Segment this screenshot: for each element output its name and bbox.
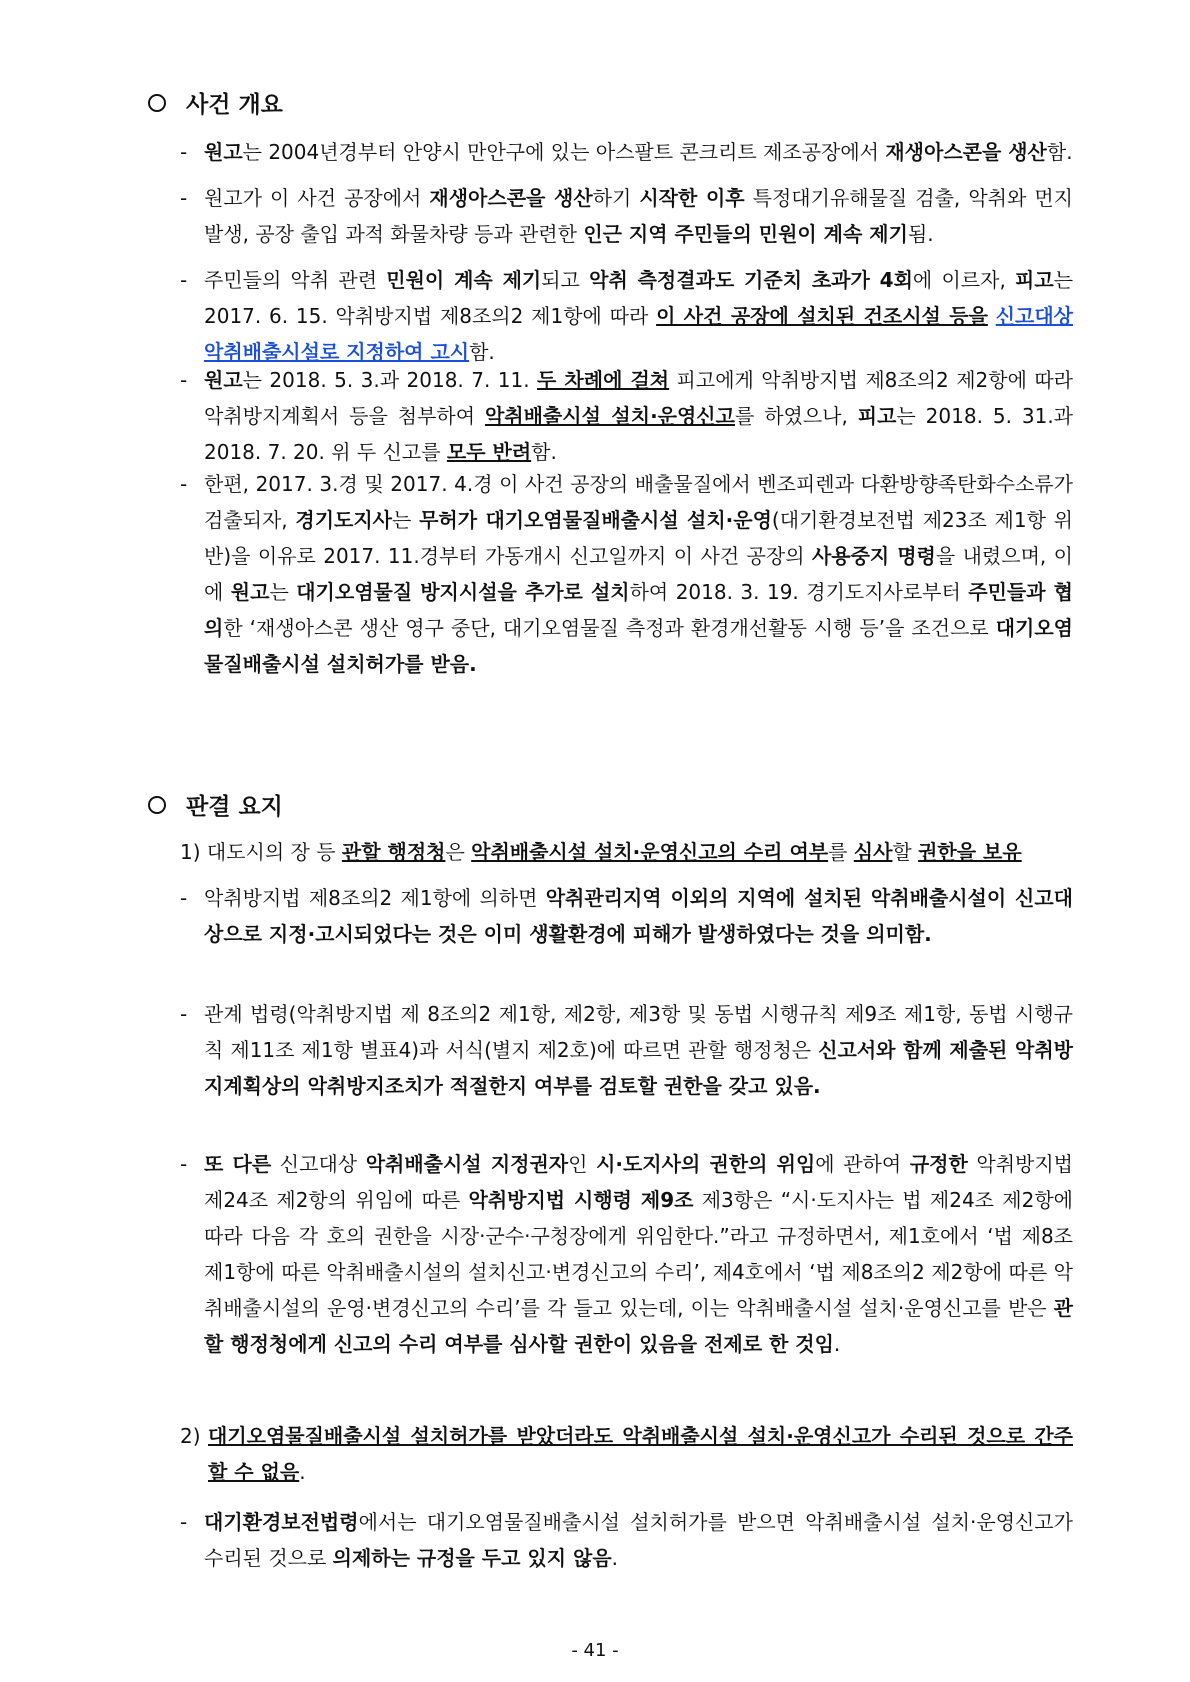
text-run: 피고 (857, 404, 897, 428)
list-item: - 또 다른 신고대상 악취배출시설 지정권자인 시·도지사의 권한의 위임에 관하여 규정한 악취방지법 제24조 제2항의 위임에 따른 악취방지법 시행령 제9조 제3항은 “시·도지사는 법 제24조 제2항에 따라 다음 각 호의 권한을 시장·군수·구청장에게 위임한다.”라고 규정하면서, 제1호에서 ‘법 제8조 제1항에 따른 악취배출시설의 설치신고·변경신고의 수리’, 제4호에서 ‘법 제8조의2 제2항에 따른 악취배출시설의 운영·변경신고의 수리’를 각 들고 있는데, 이는 악취배출시설 설치·운영신고를 받은 관할 행정청에게 신고의 수리 여부를 심사할 권한이 있음을 전제로 한 것임. (180, 1146, 1073, 1362)
text-run: 되고 (541, 268, 590, 292)
point-number: 2) (180, 1424, 201, 1448)
text-run: 신고서와 함께 제출된 악취방지계획상의 악취방지조치가 적절한지 여부를 검토할 권한을 갖고 있음. (204, 1038, 1073, 1098)
text-run: 할 (892, 840, 919, 864)
text-run: 규정한 (909, 1152, 968, 1176)
text-run: 한편, 2017. 3.경 및 2017. 4.경 이 사건 공장의 배출물질에서 벤조피렌과 다환방향족탄화수소류가 검출되자, (204, 472, 1073, 532)
text-run: 심사 (853, 840, 893, 864)
point-heading (180, 834, 1073, 870)
text-run: 악취관리지역 이외의 지역에 설치된 악취배출시설이 신고대상으로 지정·고시되었다는 것은 이미 생활환경에 피해가 발생하였다는 것을 의미함. (204, 886, 1073, 946)
point-heading (208, 1418, 1073, 1490)
text-run: (대기환경보전법 제23조 제1항 위반)을 이유로 2017. 11.경부터 가동개시 신고일까지 이 사건 공장의 (204, 508, 1073, 568)
text-run: 에 관하여 (815, 1152, 910, 1176)
text-run: 을 내렸으며, 이에 (204, 544, 1073, 604)
text-run: 신고대상 (271, 1152, 366, 1176)
text-run: 특정대기유해물질 검출, 악취와 먼지 발생, 공장 출입 과적 화물차량 등과 관련한 (204, 186, 1073, 246)
list-item: - 관계 법령(악취방지법 제 8조의2 제1항, 제2항, 제3항 및 동법 시행규칙 제9조 제1항, 동법 시행규칙 제11조 제1항 별표4)과 서식(별지 제2호)에 따르면 관할 행정청은 신고서와 함께 제출된 악취방지계획상의 악취방지조치가 적절한지 여부를 검토할 권한을 갖고 있음. (180, 996, 1073, 1104)
text-run: 원고가 이 사건 공장에서 (204, 186, 430, 210)
text-run: 한 ‘재생아스콘 생산 영구 중단, 대기오염물질 측정과 환경개선활동 시행 등’을 조건으로 (223, 616, 996, 640)
text-run: 대기오염물질 방지시설을 추가로 설치 (296, 580, 630, 604)
text-run: 제3항은 “시·도지사는 법 제24조 제2항에 따라 다음 각 호의 권한을 시장·군수·구청장에게 위임한다.”라고 규정하면서, 제1호에서 ‘법 제8조 제1항에 따른 악취배출시설의 설치신고·변경신고의 수리’, 제4호에서 ‘법 제8조의2 제2항에 따른 악취배출시설의 운영·변경신고의 수리’를 각 들고 있는데, 이는 악취배출시설 설치·운영신고를 받은 (204, 1188, 1073, 1320)
text-run: 대기환경보전법령 (204, 1510, 359, 1534)
text-run: 피고에게 악취방지법 제8조의2 제2항에 따라 악취방지계획서 등을 첨부하여 (204, 368, 1073, 428)
text-run: . (611, 1546, 619, 1570)
text-run: 를 하였으나, (734, 404, 858, 428)
text-run: 악취방지법 제8조의2 제1항에 의하면 (204, 886, 546, 910)
list-item: - 악취방지법 제8조의2 제1항에 의하면 악취관리지역 이외의 지역에 설치된 악취배출시설이 신고대상으로 지정·고시되었다는 것은 이미 생활환경에 피해가 발생하였다는 것을 의미함. (180, 880, 1073, 952)
text-run: 악취방지법 시행령 제9조 (468, 1188, 694, 1212)
text-run: 시작한 이후 (639, 186, 745, 210)
text-run: 됨. (907, 222, 934, 246)
text-run: 민원이 계속 제기 (386, 268, 542, 292)
text-run: 인 (568, 1152, 597, 1176)
text-run: 악취방지법 제24조 제2항의 위임에 따른 (204, 1152, 1073, 1212)
list-item: - 원고가 이 사건 공장에서 재생아스콘을 생산하기 시작한 이후 특정대기유해물질 검출, 악취와 먼지 발생, 공장 출입 과적 화물차량 등과 관련한 인근 지역 주민들의 민원이 계속 제기됨. (180, 180, 1073, 252)
paragraph (204, 134, 1073, 170)
text-run: 원고 (204, 368, 243, 392)
text-run: 는 (269, 580, 297, 604)
text-run: 는 2018. 5. 31.과 2018. 7. 20. 위 두 신고를 (204, 404, 1074, 464)
section-heading-case-overview (148, 86, 283, 119)
list-item: - 원고는 2004년경부터 안양시 만안구에 있는 아스팔트 콘크리트 제조공장에서 재생아스콘을 생산함. (180, 134, 1073, 170)
text-run: 하기 (592, 186, 640, 210)
text-run: 원고 (204, 140, 243, 164)
text-run: 주민들과 협의 (204, 580, 1073, 640)
text-run: 하여 2018. 3. 19. 경기도지사로부터 (629, 580, 969, 604)
text-run: 에 이르자, (912, 268, 1016, 292)
page-number: - 41 - (571, 1640, 619, 1661)
text-run: 함. (469, 340, 495, 364)
text-run: 은 (445, 840, 472, 864)
text-run: 신고대상 악취배출시설로 지정하여 고시 (204, 304, 1073, 364)
paragraph (204, 996, 1073, 1104)
text-run: . (299, 1460, 306, 1484)
paragraph (204, 262, 1073, 370)
section-title: 사건 개요 (186, 92, 283, 118)
text-run: 이 사건 공장에 설치된 건조시설 등을 (656, 304, 988, 328)
text-run: 원고 (230, 580, 270, 604)
text-run: 시·도지사의 권한의 위임 (596, 1152, 816, 1176)
paragraph (204, 180, 1073, 252)
text-run: 권한을 보유 (918, 840, 1022, 864)
text-run: 는 (392, 508, 420, 532)
text-run: 악취배출시설 지정권자 (365, 1152, 569, 1176)
paragraph (204, 880, 1073, 952)
text-run: 주민들의 악취 관련 (204, 268, 387, 292)
text-run: . (833, 1332, 841, 1356)
text-run: 를 (828, 840, 854, 864)
text-run: 의제하는 규정을 두고 있지 않음 (332, 1546, 612, 1570)
text-run: 대기오염물질배출시설 설치허가를 받음. (204, 616, 1073, 676)
section-title: 판결 요지 (186, 794, 283, 820)
text-run: 피고 (1015, 268, 1054, 292)
text-run: 함. (531, 440, 557, 464)
text-run: 는 2004년경부터 안양시 만안구에 있는 아스팔트 콘크리트 제조공장에서 (242, 140, 886, 164)
numbered-point (180, 834, 1073, 870)
text-run: 관할 행정청에게 신고의 수리 여부를 심사할 권한이 있음을 전제로 한 것임 (204, 1296, 1073, 1356)
numbered-point (180, 1418, 1073, 1490)
text-run: 관계 법령(악취방지법 제 8조의2 제1항, 제2항, 제3항 및 동법 시행규칙 제9조 제1항, 동법 시행규칙 제11조 제1항 별표4)과 서식(별지 제2호)에 따르면 관할 행정청은 (204, 1002, 1073, 1062)
text-run: 는 2017. 6. 15. 악취방지법 제8조의2 제1항에 따라 (204, 268, 1074, 328)
text-run: 재생아스콘을 생산 (885, 140, 1047, 164)
list-item: - 원고는 2018. 5. 3.과 2018. 7. 11. 두 차례에 걸쳐 피고에게 악취방지법 제8조의2 제2항에 따라 악취방지계획서 등을 첨부하여 악취배출시설 설치·운영신고를 하였으나, 피고는 2018. 5. 31.과 2018. 7. 20. 위 두 신고를 모두 반려함. (180, 362, 1073, 470)
paragraph (204, 1146, 1073, 1362)
text-run: 1) 대도시의 장 등 (180, 840, 342, 864)
circle-bullet-icon (148, 796, 166, 814)
paragraph (204, 362, 1073, 470)
circle-bullet-icon (148, 94, 166, 112)
text-run: 또 다른 (204, 1152, 272, 1176)
text-run: 악취 측정결과도 기준치 초과가 4회 (589, 268, 913, 292)
list-item: - 대기환경보전법령에서는 대기오염물질배출시설 설치허가를 받으면 악취배출시설 설치·운영신고가 수리된 것으로 의제하는 규정을 두고 있지 않음. (180, 1504, 1073, 1576)
list-item: - 주민들의 악취 관련 민원이 계속 제기되고 악취 측정결과도 기준치 초과가 4회에 이르자, 피고는 2017. 6. 15. 악취방지법 제8조의2 제1항에 따라 이 사건 공장에 설치된 건조시설 등을 신고대상 악취배출시설로 지정하여 고시함. (180, 262, 1073, 370)
text-run: 관할 행정청 (341, 840, 446, 864)
text-run (988, 304, 996, 328)
text-run: 경기도지사 (295, 508, 393, 532)
text-run: 함. (1046, 140, 1073, 164)
text-run: 악취배출시설 설치·운영신고 (484, 404, 735, 428)
text-run: 모두 반려 (446, 440, 532, 464)
text-run: 에서는 대기오염물질배출시설 설치허가를 받으면 악취배출시설 설치·운영신고가 수리된 것으로 (204, 1510, 1073, 1570)
text-run: 악취배출시설 설치·운영신고의 수리 여부 (471, 840, 829, 864)
paragraph (204, 466, 1073, 682)
text-run: 인근 지역 주민들의 민원이 계속 제기 (583, 222, 908, 246)
text-run: 대기오염물질배출시설 설치허가를 받았더라도 악취배출시설 설치·운영신고가 수리된 것으로 간주할 수 없음 (208, 1424, 1073, 1484)
text-run: 재생아스콘을 생산 (429, 186, 593, 210)
list-item: - 한편, 2017. 3.경 및 2017. 4.경 이 사건 공장의 배출물질에서 벤조피렌과 다환방향족탄화수소류가 검출되자, 경기도지사는 무허가 대기오염물질배출시설 설치·운영(대기환경보전법 제23조 제1항 위반)을 이유로 2017. 11.경부터 가동개시 신고일까지 이 사건 공장의 사용중지 명령을 내렸으며, 이에 원고는 대기오염물질 방지시설을 추가로 설치하여 2018. 3. 19. 경기도지사로부터 주민들과 협의한 ‘재생아스콘 생산 영구 중단, 대기오염물질 측정과 환경개선활동 시행 등’을 조건으로 대기오염물질배출시설 설치허가를 받음. (180, 466, 1073, 682)
paragraph (204, 1504, 1073, 1576)
text-run: 두 차례에 걸쳐 (537, 368, 670, 392)
text-run: 는 2018. 5. 3.과 2018. 7. 11. (242, 368, 538, 392)
text-run: 무허가 대기오염물질배출시설 설치·운영 (419, 508, 772, 532)
text-run: 사용중지 명령 (811, 544, 936, 568)
section-heading-ruling-summary (148, 788, 283, 821)
